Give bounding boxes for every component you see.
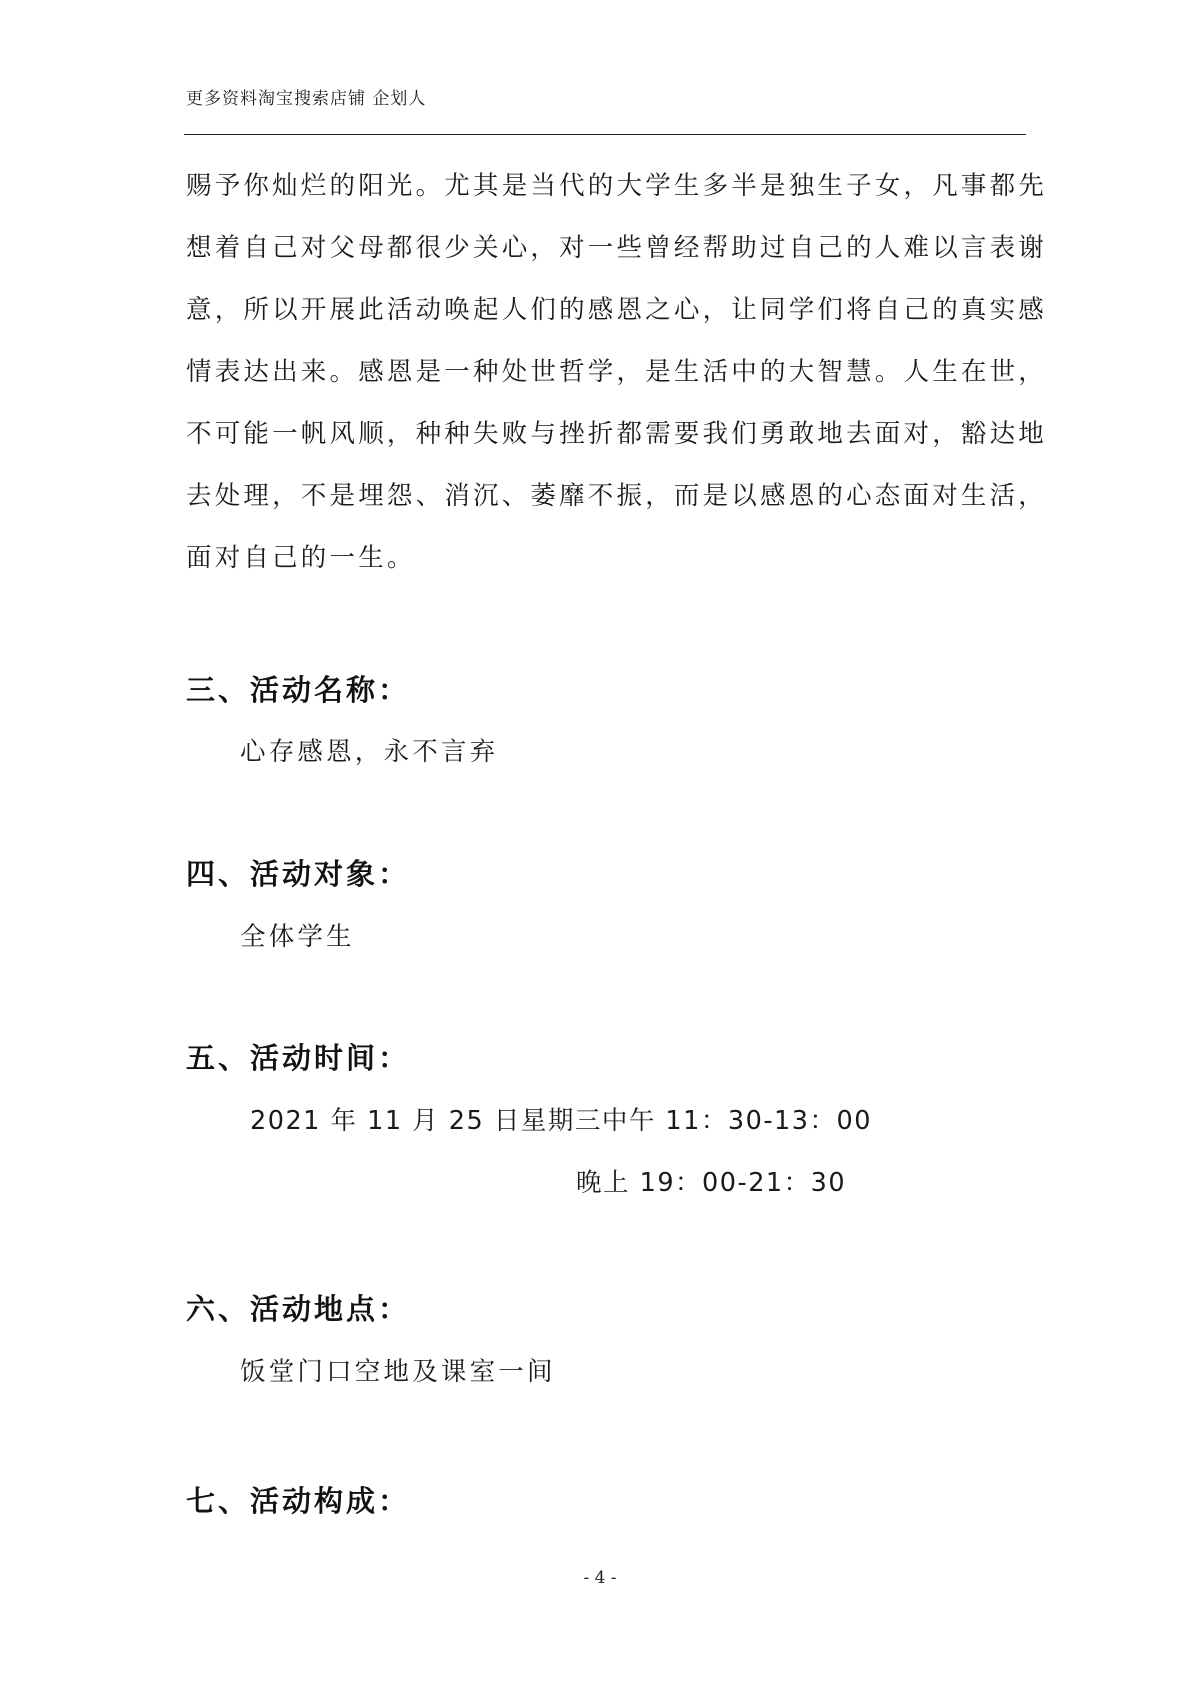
time-line-noon: 2021 年 11 月 25 日星期三中午 11：30-13：00: [250, 1106, 872, 1136]
paragraph-line: 意，所以开展此活动唤起人们的感恩之心，让同学们将自己的真实感: [186, 295, 1048, 325]
section-heading: 六、活动地点：: [186, 1292, 411, 1326]
paragraph-line: 不可能一帆风顺，种种失败与挫折都需要我们勇敢地去面对，豁达地: [186, 419, 1048, 449]
section-heading: 四、活动对象：: [186, 857, 411, 891]
paragraph-line: 去处理，不是埋怨、消沉、萎靡不振，而是以感恩的心态面对生活，: [186, 481, 1048, 511]
section-content: 饭堂门口空地及课室一间: [240, 1357, 556, 1387]
section-heading: 五、活动时间：: [186, 1041, 411, 1075]
section-content: 心存感恩，永不言弃: [240, 737, 499, 767]
header-text: 更多资料淘宝搜索店铺 企划人: [186, 89, 427, 109]
section-heading: 七、活动构成：: [186, 1484, 411, 1518]
paragraph-line: 想着自己对父母都很少关心，对一些曾经帮助过自己的人难以言表谢: [186, 233, 1048, 263]
page-number: - 4 -: [583, 1568, 617, 1588]
header-divider: [184, 134, 1026, 135]
paragraph-line: 情表达出来。感恩是一种处世哲学，是生活中的大智慧。人生在世，: [186, 357, 1048, 387]
section-heading: 三、活动名称：: [186, 673, 411, 707]
paragraph-line: 赐予你灿烂的阳光。尤其是当代的大学生多半是独生子女，凡事都先: [186, 171, 1048, 201]
paragraph-line: 面对自己的一生。: [186, 543, 416, 573]
section-content: 全体学生: [240, 922, 355, 952]
time-line-evening: 晚上 19：00-21：30: [576, 1168, 847, 1198]
